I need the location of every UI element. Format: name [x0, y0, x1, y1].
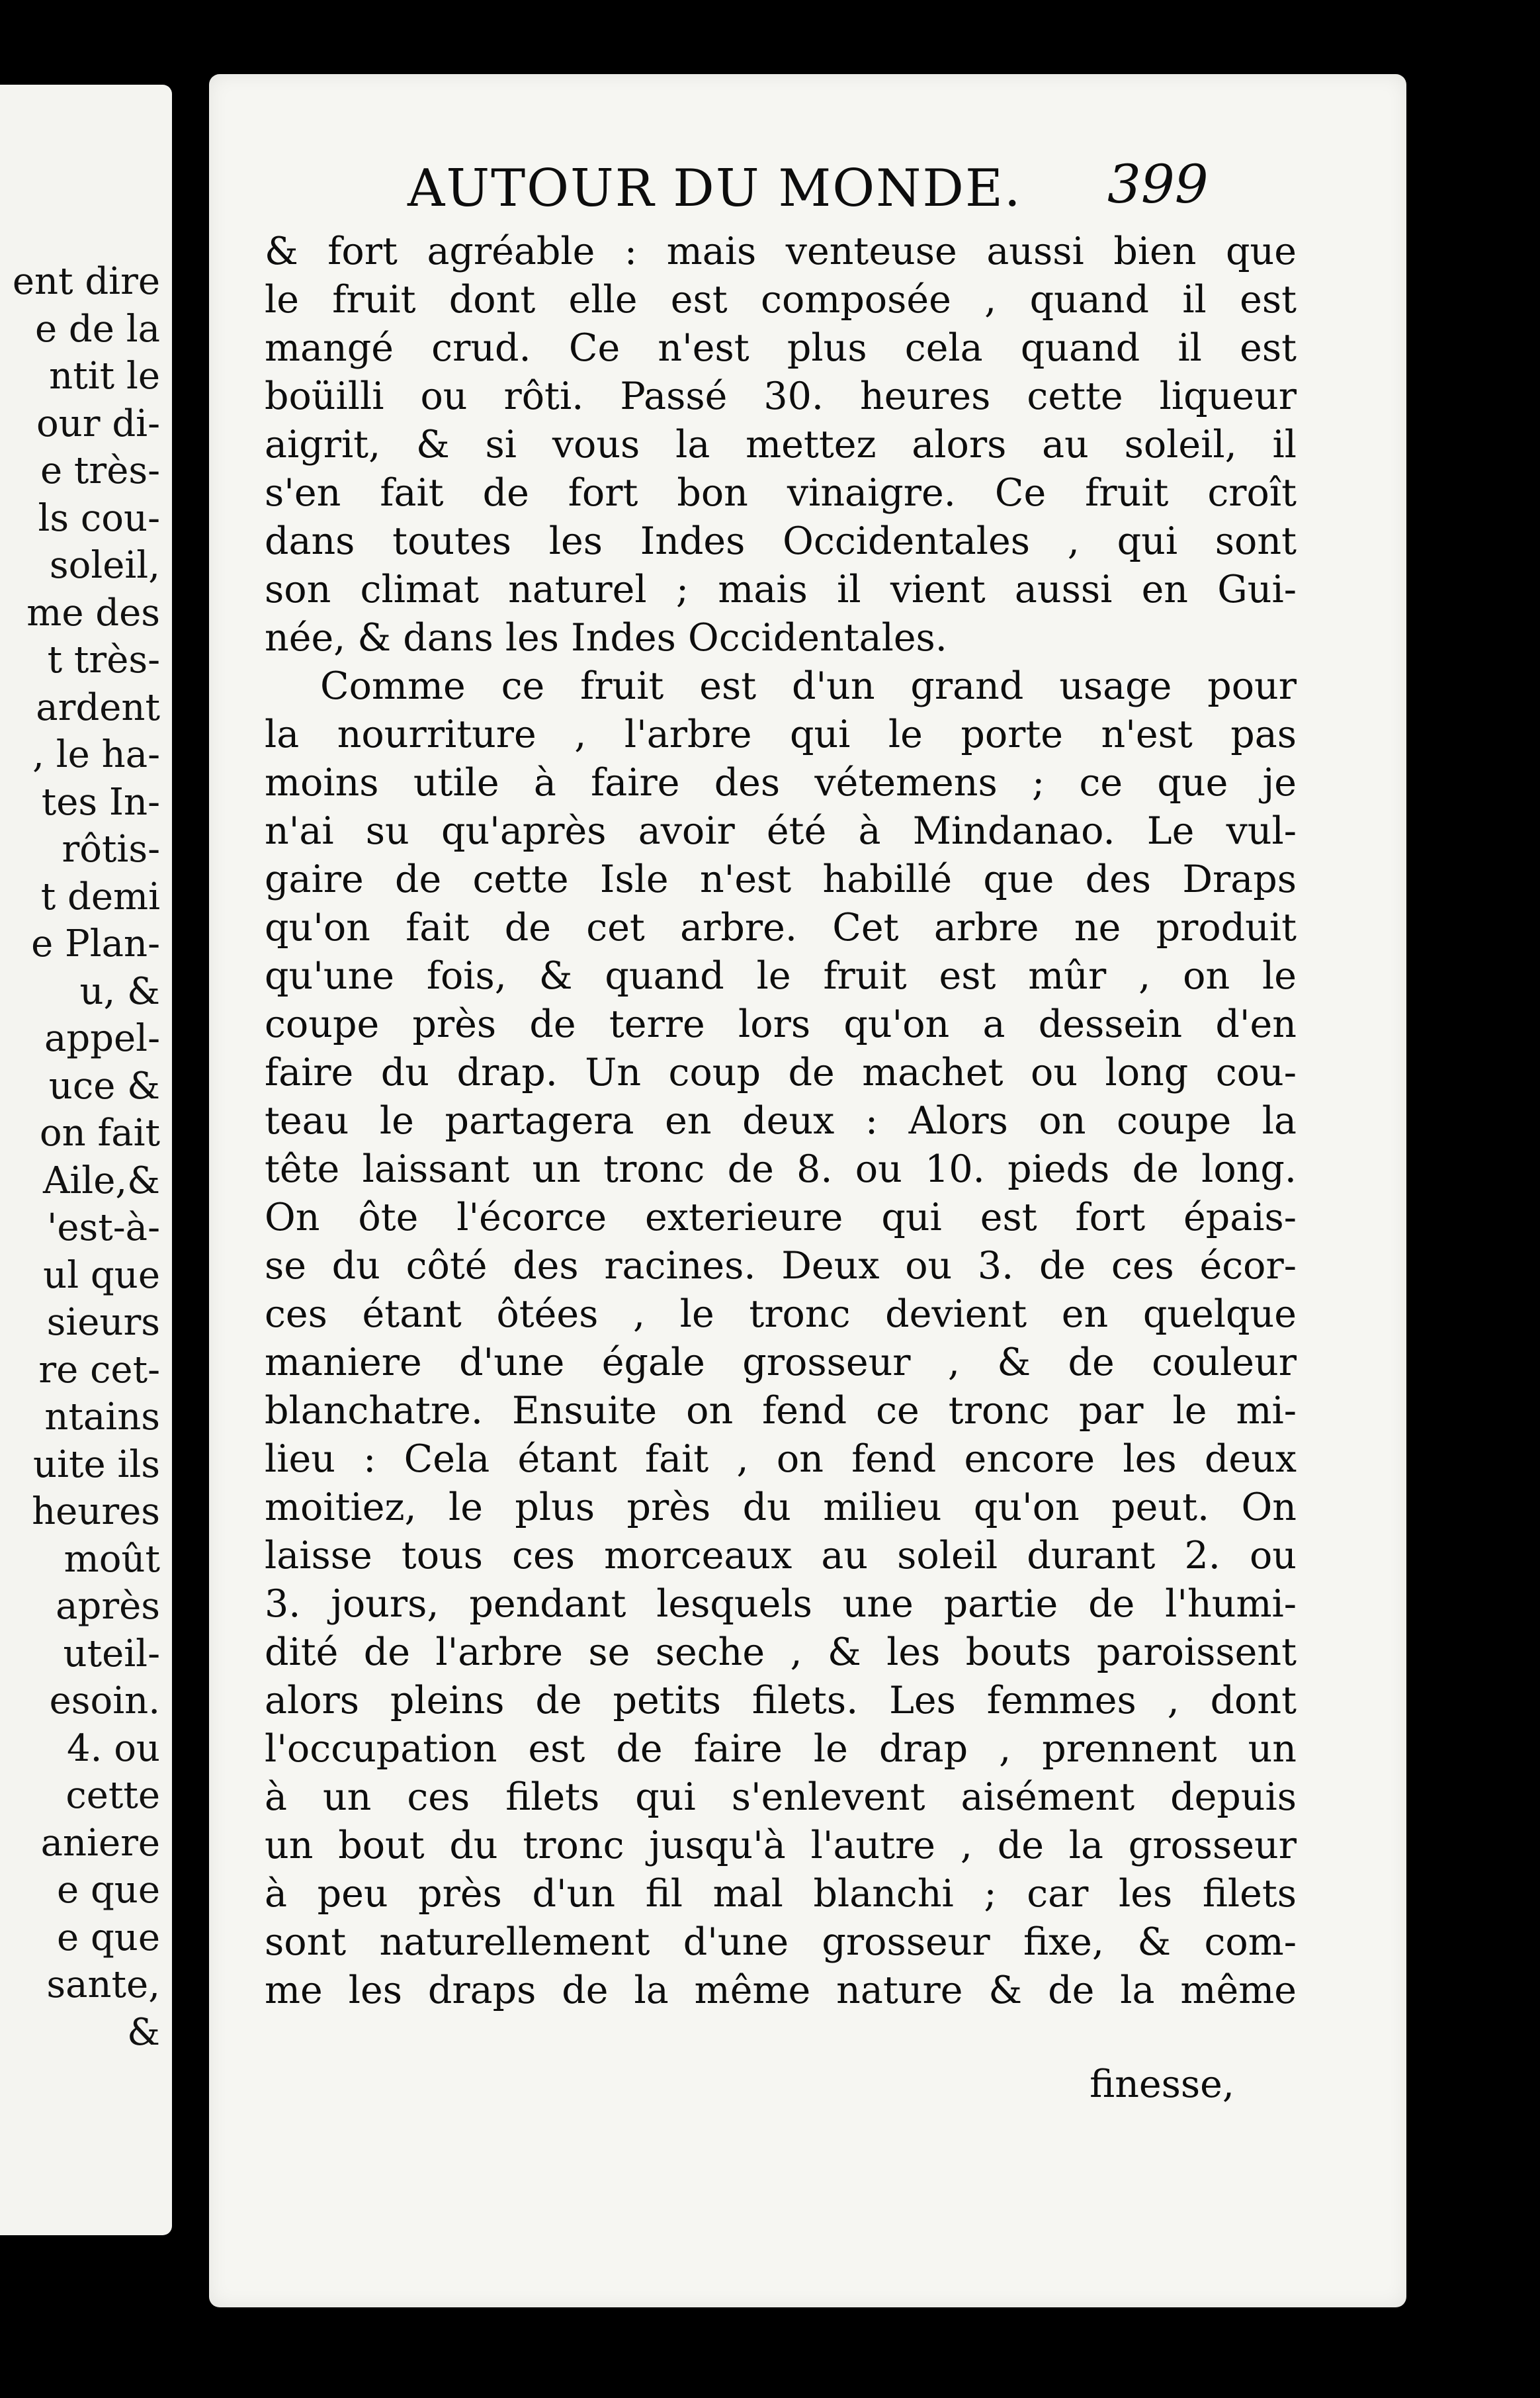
left-page-text-line: our di- — [36, 402, 160, 445]
left-page-text-line: e que — [57, 1916, 160, 1959]
text-line: & fort agréable : mais venteuse aussi bien que — [265, 230, 1297, 273]
left-page-text-line: heures — [32, 1490, 160, 1533]
left-page-text-line: Aile,& — [42, 1159, 160, 1202]
text-line: On ôte l'écorce exterieure qui est fort épais- — [265, 1196, 1297, 1239]
left-page-text-line: cette — [65, 1774, 160, 1817]
left-page-text-line: e que — [57, 1869, 160, 1912]
text-line: se du côté des racines. Deux ou 3. de ces écor- — [265, 1244, 1297, 1288]
text-line: née, & dans les Indes Occidentales. — [265, 616, 947, 660]
text-line: dans toutes les Indes Occidentales , qui sont — [265, 519, 1297, 563]
left-page-text-line: u, & — [79, 970, 160, 1013]
text-line: l'occupation est de faire le drap , prennent un — [265, 1727, 1297, 1771]
text-line: coupe près de terre lors qu'on a dessein d'en — [265, 1002, 1297, 1046]
book-gutter — [172, 66, 208, 2270]
left-page-text-line: e de la — [34, 308, 160, 351]
left-page-text-line: ul que — [43, 1254, 160, 1297]
left-page-text-line: sante, — [46, 1963, 160, 2006]
text-line: à peu près d'un fil mal blanchi ; car les filets — [265, 1872, 1297, 1916]
left-page-text-line: t demi — [40, 875, 160, 918]
left-page-text-line: aniere — [40, 1822, 160, 1865]
running-head: AUTOUR DU MONDE. — [407, 159, 1022, 218]
text-line: à un ces filets qui s'enlevent aisément depuis — [265, 1775, 1297, 1819]
left-page-text-line: après — [56, 1585, 160, 1628]
text-line: 3. jours, pendant lesquels une partie de l'humi- — [265, 1582, 1297, 1626]
text-line: la nourriture , l'arbre qui le porte n'est pas — [265, 713, 1297, 756]
left-page-text-line: re cet- — [38, 1349, 160, 1392]
text-line: maniere d'une égale grosseur , & de couleur — [265, 1341, 1297, 1384]
left-page-text-line: uce & — [48, 1065, 160, 1108]
text-line: un bout du tronc jusqu'à l'autre , de la grosseur — [265, 1824, 1297, 1867]
left-page-text-line: soleil, — [49, 544, 160, 587]
text-line: moitiez, le plus près du milieu qu'on peut. On — [265, 1486, 1297, 1529]
text-line: me les draps de la même nature & de la même — [265, 1969, 1297, 2012]
text-line: gaire de cette Isle n'est habillé que des Draps — [265, 858, 1297, 901]
text-line: sont naturellement d'une grosseur fixe, & com- — [265, 1920, 1297, 1964]
left-page-text-line: esoin. — [49, 1679, 160, 1722]
left-page-text-line: sieurs — [46, 1301, 160, 1344]
left-page-text-line: e très- — [40, 449, 160, 492]
left-page-text-line: tes In- — [41, 781, 160, 824]
text-line: blanchatre. Ensuite on fend ce tronc par le mi- — [265, 1389, 1297, 1433]
catchword: finesse, — [1090, 2063, 1234, 2106]
left-page-text-line: ntit le — [49, 355, 160, 398]
text-line: teau le partagera en deux : Alors on coupe la — [265, 1099, 1297, 1143]
text-line: alors pleins de petits filets. Les femmes , dont — [265, 1679, 1297, 1722]
text-line: qu'on fait de cet arbre. Cet arbre ne produit — [265, 906, 1297, 950]
left-page-text-line: ent dire — [12, 260, 160, 303]
book-page — [209, 74, 1406, 2307]
text-line: moins utile à faire des vétemens ; ce que je — [265, 761, 1297, 805]
text-line: n'ai su qu'après avoir été à Mindanao. Le vul- — [265, 809, 1297, 853]
left-page-text-line: uite ils — [33, 1443, 160, 1486]
left-page-text-line: & — [127, 2011, 160, 2054]
text-line: aigrit, & si vous la mettez alors au soleil, il — [265, 423, 1297, 466]
text-line-paragraph-start: Comme ce fruit est d'un grand usage pour — [320, 664, 1297, 708]
left-page-text-line: uteil- — [63, 1632, 160, 1675]
left-page-text-line: appel- — [44, 1017, 160, 1060]
page-body-text — [265, 228, 1297, 2015]
text-line: mangé crud. Ce n'est plus cela quand il est — [265, 326, 1297, 370]
left-page-text-line: rôtis- — [62, 828, 160, 871]
left-page-fragment — [0, 85, 172, 2235]
text-line: faire du drap. Un coup de machet ou long cou- — [265, 1051, 1297, 1094]
left-page-text-line: me des — [26, 592, 160, 635]
left-page-text-line: , le ha- — [32, 733, 160, 776]
left-page-text-line: on fait — [39, 1112, 160, 1155]
page-number: 399 — [1107, 154, 1209, 215]
text-line: le fruit dont elle est composée , quand il est — [265, 278, 1297, 322]
text-line: tête laissant un tronc de 8. ou 10. pieds de long. — [265, 1147, 1297, 1191]
text-line: dité de l'arbre se seche , & les bouts paroissent — [265, 1630, 1297, 1674]
left-page-text-line: t très- — [47, 639, 160, 682]
left-page-text-line: ls cou- — [38, 497, 160, 540]
left-page-text-line: 4. ou — [66, 1727, 160, 1770]
text-line: son climat naturel ; mais il vient aussi en Gui- — [265, 568, 1297, 611]
left-page-text-line: e Plan- — [31, 922, 160, 965]
text-line: s'en fait de fort bon vinaigre. Ce fruit croît — [265, 471, 1297, 515]
left-page-text-line: ntains — [44, 1396, 160, 1439]
left-page-text-line: ardent — [36, 686, 160, 729]
text-line: qu'une fois, & quand le fruit est mûr , on le — [265, 954, 1297, 998]
text-line: laisse tous ces morceaux au soleil durant 2. ou — [265, 1534, 1297, 1577]
text-line: ces étant ôtées , le tronc devient en quelque — [265, 1292, 1297, 1336]
left-page-text-line: moût — [64, 1538, 160, 1581]
text-line: lieu : Cela étant fait , on fend encore les deux — [265, 1437, 1297, 1481]
left-page-text-line: 'est-à- — [46, 1206, 160, 1249]
text-line: boüilli ou rôti. Passé 30. heures cette liqueur — [265, 375, 1297, 418]
